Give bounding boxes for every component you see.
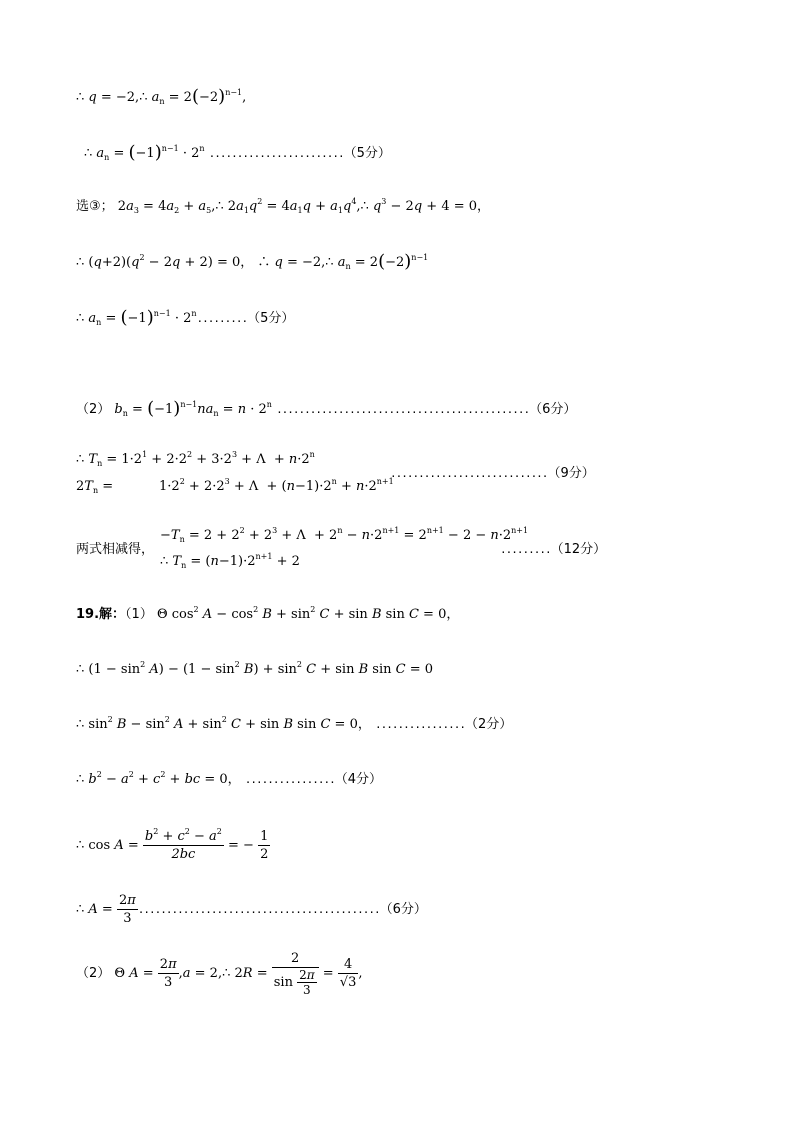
line-an-result-2: ∴ $a_n = (-1)^{n-1} \cdot 2^n.........(5$分）	[76, 307, 295, 328]
dot-leader: ................	[374, 718, 465, 731]
line-2tn-terms: $1\cdot 2^2 + 2\cdot 2^3 + \Lambda + (n-1)\cdot 2^n + n\cdot 2^{n+1}$	[159, 477, 394, 494]
line-tn-sum: ∴ $T_n = 1\cdot 2^1 + 2\cdot 2^2 + 3\cdot 2^3 + \Lambda + n\cdot 2^n$	[76, 450, 315, 468]
p2-A-denominator: 3	[164, 975, 173, 990]
sin-word: sin	[273, 975, 293, 990]
dot-leader: ...........................................	[137, 903, 380, 916]
half-numerator: 1	[260, 829, 269, 844]
line-q-neg2	[76, 88, 246, 107]
line-tn-score	[390, 465, 595, 483]
question-number: 19.	[76, 607, 100, 622]
score-label: （6分）	[529, 402, 577, 417]
line-q19-sides: ∴ $b^2 - a^2 + c^2$ + bc = 0， ................（4分）	[76, 770, 382, 787]
score-label: （4分）	[334, 772, 382, 787]
choice-label: 选③；	[76, 199, 114, 214]
line-2tn-sum	[76, 478, 113, 496]
line-tn-result: ∴ $T_n = (n-1)\cdot 2^{n+1} + 2$	[160, 552, 300, 570]
part-label: （1）	[125, 607, 153, 622]
score-label: （12分）	[550, 542, 607, 557]
line-diff-score	[500, 541, 606, 559]
line-q19-expand: ∴ $(1 - \sin^2 A) - (1 - \sin^2 B) + \sin^2 C + \sin B$ sin C = 0	[76, 660, 434, 677]
cos-fraction	[143, 828, 224, 863]
dot-leader: ................	[244, 773, 335, 786]
sin-arg-numerator: 2π	[299, 968, 315, 982]
equals-sign: =	[322, 966, 334, 981]
half-denominator: 2	[260, 847, 269, 862]
score-label: （5分）	[247, 311, 295, 326]
dot-leader: ........................	[208, 147, 344, 160]
half-fraction	[258, 828, 270, 863]
A-numerator: 2π	[118, 893, 136, 908]
two-tn-label: $2T_n$ =	[76, 479, 114, 495]
line-q19-sin: ∴ $\sin^2 B - \sin^2 A + \sin^2 C + \sin B$ sin C = 0， ................（2分）	[76, 715, 513, 732]
theta-A-label: Θ A =	[114, 966, 154, 981]
equation-q-an: ∴ q = −2,∴ $a_n = 2(-2)^{n-1}$,	[76, 86, 247, 107]
line-factor: ∴ $(q+2)(q^2 - 2q + 2) = 0$， ∴ q = −2,∴ $a_n = 2(-2)^{n-1}$	[76, 251, 429, 272]
p2-A-numerator: 2π	[159, 957, 177, 972]
solve-label: 解：	[99, 607, 126, 622]
sin-arg-fraction	[297, 968, 317, 997]
A-label: ∴ A =	[76, 902, 113, 917]
A-denominator: 3	[123, 911, 132, 926]
score-label: （9分）	[547, 466, 595, 481]
line-q19-part2	[76, 950, 363, 997]
line-an-result-1: ∴ $a_n = (-1)^{n-1} \cdot 2^n$ ........................（5分）	[84, 142, 391, 163]
dot-leader: .........	[196, 312, 248, 325]
dot-leader: .........	[500, 543, 551, 556]
score-label: （5分）	[343, 146, 391, 161]
cos-label: ∴ cos A =	[76, 838, 139, 853]
four-numerator: 4	[338, 956, 359, 974]
trailing-comma: ,	[358, 966, 363, 981]
cos-numerator: $b^2 + c^2 - a^2$	[144, 827, 222, 844]
line-diff-label	[76, 541, 154, 559]
R-denominator	[272, 968, 319, 997]
A-fraction	[117, 892, 138, 927]
part-label: （2）	[76, 966, 111, 981]
line-choose-3: 选③； $2a_3 = 4a_2$ + $a_5,\therefore$ $2a_1q^2 = 4a_1q$ + $a_1q^4,\therefore$ $q^3 - 2q + 4 = 0$，	[76, 197, 491, 215]
R-numerator: 2	[272, 950, 319, 968]
p2-A-fraction	[158, 956, 179, 991]
sin-arg-denominator: 3	[303, 983, 311, 997]
score-label: （2分）	[464, 717, 513, 732]
equals-minus: = −	[228, 838, 254, 853]
score-label: （6分）	[379, 902, 427, 917]
p2-mid: ,a = 2,∴ 2R =	[178, 966, 268, 981]
line-q19-A	[76, 892, 427, 928]
cos-denominator: 2bc	[171, 847, 196, 862]
line-q19-start: 19.解：（1） Θ $\cos^2 A - \cos^2 B + \sin^2 C + \sin B$ sin C = 0，	[76, 605, 460, 622]
line-bn: （2） $b_n = (-1)^{n-1}na_n = n \cdot 2^n$ .............................................（6分）	[76, 398, 577, 419]
line-neg-tn: $-T_n = 2 + 2^2 + 2^3 + \Lambda + 2^n - n\cdot 2^{n+1} = 2^{n+1} - 2 - n\cdot 2^{n+1}$	[160, 526, 529, 544]
dot-leader: ............................	[390, 467, 548, 480]
part-label: （2）	[76, 402, 111, 417]
R-fraction	[272, 950, 319, 997]
four-fraction	[338, 956, 359, 991]
dot-leader: .............................................	[276, 403, 530, 416]
line-q19-cos	[76, 828, 270, 864]
subtract-label: 两式相减得，	[76, 542, 155, 557]
sqrt3-denominator: √3	[339, 975, 357, 990]
